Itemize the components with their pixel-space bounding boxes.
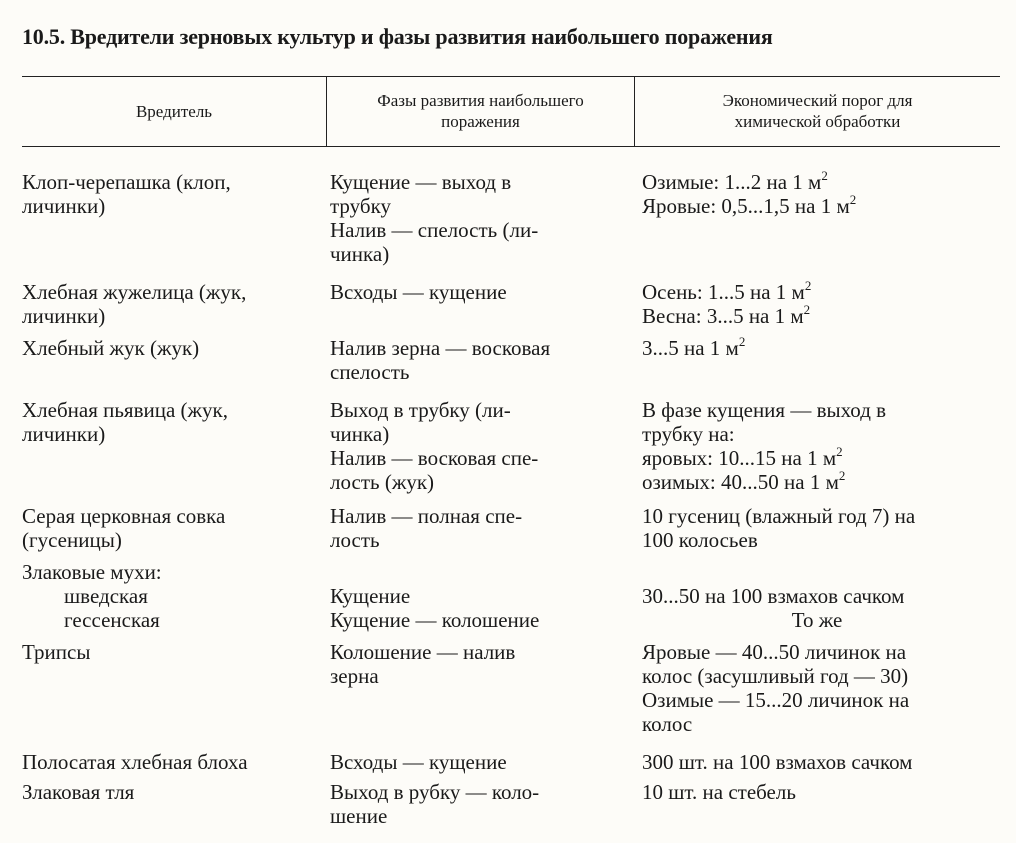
pest-line: Трипсы bbox=[22, 640, 91, 664]
phase-cell bbox=[330, 560, 642, 632]
table-row bbox=[22, 504, 1012, 552]
header-phase: Фазы развития наибольшего поражения bbox=[377, 91, 584, 131]
phase-line: Налив — восковая спе- bbox=[330, 446, 539, 470]
phase-line: чинка) bbox=[330, 242, 390, 266]
phase-line: лость bbox=[330, 528, 380, 552]
phase-cell bbox=[330, 280, 642, 328]
pest-line: Полосатая хлебная блоха bbox=[22, 750, 248, 774]
threshold-line bbox=[642, 398, 1012, 422]
pest-line: Хлебная жужелица (жук, bbox=[22, 280, 247, 304]
header-pest: Вредитель bbox=[135, 101, 213, 121]
pest-cell bbox=[22, 280, 330, 328]
threshold-text: Яровые: 0,5...1,5 на 1 м bbox=[642, 194, 850, 218]
table-row bbox=[22, 560, 1012, 632]
threshold-text: В фазе кущения — выход в bbox=[642, 398, 887, 422]
threshold-text: 10 гусениц (влажный год 7) на bbox=[642, 504, 916, 528]
pest-line: (гусеницы) bbox=[22, 528, 122, 552]
superscript: 2 bbox=[804, 278, 812, 293]
threshold-text: Озимые: 1...2 на 1 м bbox=[642, 170, 822, 194]
threshold-line bbox=[642, 750, 1012, 774]
threshold-text: колос (засушливый год — 30) bbox=[642, 664, 909, 688]
pest-line: личинки) bbox=[22, 194, 106, 218]
pest-cell bbox=[22, 560, 330, 632]
threshold-line bbox=[642, 712, 1012, 736]
threshold-line bbox=[642, 470, 1012, 494]
threshold-cell bbox=[642, 504, 1012, 552]
threshold-cell bbox=[642, 280, 1012, 328]
phase-line: Кущение — выход в bbox=[330, 170, 512, 194]
pest-cell bbox=[22, 504, 330, 552]
phase-cell bbox=[330, 640, 642, 736]
phase-line: Колошение — налив bbox=[330, 640, 516, 664]
threshold-text: трубку на: bbox=[642, 422, 735, 446]
superscript: 2 bbox=[838, 468, 846, 483]
pest-cell bbox=[22, 336, 330, 384]
table-row bbox=[22, 750, 1012, 774]
phase-line: Кущение — колошение bbox=[330, 608, 540, 632]
phase-cell bbox=[330, 504, 642, 552]
threshold-text: Яровые — 40...50 личинок на bbox=[642, 640, 907, 664]
phase-line: трубку bbox=[330, 194, 391, 218]
pest-line: гессенская bbox=[64, 608, 160, 632]
table-row bbox=[22, 780, 1012, 828]
threshold-line bbox=[642, 504, 1012, 528]
pest-line: личинки) bbox=[22, 422, 106, 446]
pest-line: Злаковая тля bbox=[22, 780, 135, 804]
phase-cell bbox=[330, 750, 642, 774]
superscript: 2 bbox=[836, 444, 843, 459]
threshold-text: То же bbox=[791, 608, 843, 632]
superscript: 2 bbox=[738, 334, 746, 349]
pest-cell bbox=[22, 640, 330, 736]
header-bottom-rule bbox=[22, 146, 1000, 147]
phase-line bbox=[330, 560, 642, 584]
phase-cell bbox=[330, 398, 642, 494]
phase-line: Выход в трубку (ли- bbox=[330, 398, 511, 422]
threshold-cell bbox=[642, 560, 1012, 632]
table-title: 10.5. Вредители зерновых культур и фазы развития наибольшего поражения bbox=[22, 24, 773, 49]
phase-line: Налив — полная спе- bbox=[330, 504, 523, 528]
threshold-line bbox=[642, 560, 1012, 584]
phase-line: чинка) bbox=[330, 422, 390, 446]
phase-line: Кущение bbox=[330, 584, 411, 608]
threshold-line bbox=[642, 446, 1012, 470]
threshold-line bbox=[642, 584, 1012, 608]
threshold-cell bbox=[642, 640, 1012, 736]
threshold-line bbox=[642, 336, 1012, 360]
pest-cell bbox=[22, 780, 330, 828]
threshold-cell bbox=[642, 336, 1012, 384]
threshold-line bbox=[642, 780, 1012, 804]
threshold-line bbox=[642, 688, 1012, 712]
pest-line: Серая церковная совка bbox=[22, 504, 226, 528]
table-row bbox=[22, 640, 1012, 736]
phase-cell bbox=[330, 170, 642, 266]
table-row bbox=[22, 336, 1012, 384]
threshold-line bbox=[642, 640, 1012, 664]
phase-line: Налив — спелость (ли- bbox=[330, 218, 539, 242]
threshold-line bbox=[642, 304, 1012, 328]
pest-line: шведская bbox=[64, 584, 148, 608]
threshold-text: Весна: 3...5 на 1 м bbox=[642, 304, 804, 328]
table-row bbox=[22, 280, 1012, 328]
superscript: 2 bbox=[821, 168, 828, 183]
phase-cell bbox=[330, 780, 642, 828]
pest-line: Злаковые мухи: bbox=[22, 560, 162, 584]
pest-cell bbox=[22, 398, 330, 494]
threshold-text: 10 шт. на стебель bbox=[642, 780, 796, 804]
superscript: 2 bbox=[849, 192, 857, 207]
pest-line: Хлебный жук (жук) bbox=[22, 336, 200, 360]
phase-line: шение bbox=[330, 804, 388, 828]
threshold-line bbox=[642, 194, 1012, 218]
pest-line: личинки) bbox=[22, 304, 106, 328]
threshold-cell bbox=[642, 750, 1012, 774]
pest-line: Клоп-черепашка (клоп, bbox=[22, 170, 231, 194]
phase-line: лость (жук) bbox=[330, 470, 435, 494]
threshold-text: яровых: 10...15 на 1 м bbox=[642, 446, 837, 470]
threshold-text: Озимые — 15...20 личинок на bbox=[642, 688, 910, 712]
phase-line: Налив зерна — восковая bbox=[330, 336, 551, 360]
phase-line: Всходы — кущение bbox=[330, 750, 507, 774]
threshold-text: 100 колосьев bbox=[642, 528, 758, 552]
table-body bbox=[22, 170, 1012, 828]
phase-line: спелость bbox=[330, 360, 410, 384]
pest-cell bbox=[22, 170, 330, 266]
threshold-text: колос bbox=[642, 712, 693, 736]
threshold-cell bbox=[642, 398, 1012, 494]
pest-line: Хлебная пьявица (жук, bbox=[22, 398, 229, 422]
threshold-text: Осень: 1...5 на 1 м bbox=[642, 280, 805, 304]
superscript: 2 bbox=[803, 302, 811, 317]
threshold-cell bbox=[642, 780, 1012, 828]
threshold-line bbox=[642, 608, 1012, 632]
phase-line: Всходы — кущение bbox=[330, 280, 507, 304]
threshold-line bbox=[642, 280, 1012, 304]
phase-line: Выход в рубку — коло- bbox=[330, 780, 540, 804]
threshold-cell bbox=[642, 170, 1012, 266]
phase-line: зерна bbox=[330, 664, 379, 688]
threshold-line bbox=[642, 170, 1012, 194]
table-row bbox=[22, 398, 1012, 494]
threshold-text: 300 шт. на 100 взмахов сачком bbox=[642, 750, 913, 774]
threshold-text: 3...5 на 1 м bbox=[642, 336, 739, 360]
threshold-text: озимых: 40...50 на 1 м bbox=[642, 470, 839, 494]
pest-cell bbox=[22, 750, 330, 774]
phase-cell bbox=[330, 336, 642, 384]
threshold-line bbox=[642, 664, 1012, 688]
table-row bbox=[22, 170, 1012, 266]
threshold-line bbox=[642, 528, 1012, 552]
threshold-line bbox=[642, 422, 1012, 446]
threshold-text: 30...50 на 100 взмахов сачком bbox=[642, 584, 905, 608]
header-threshold: Экономический порог для химической обработки bbox=[722, 91, 913, 131]
